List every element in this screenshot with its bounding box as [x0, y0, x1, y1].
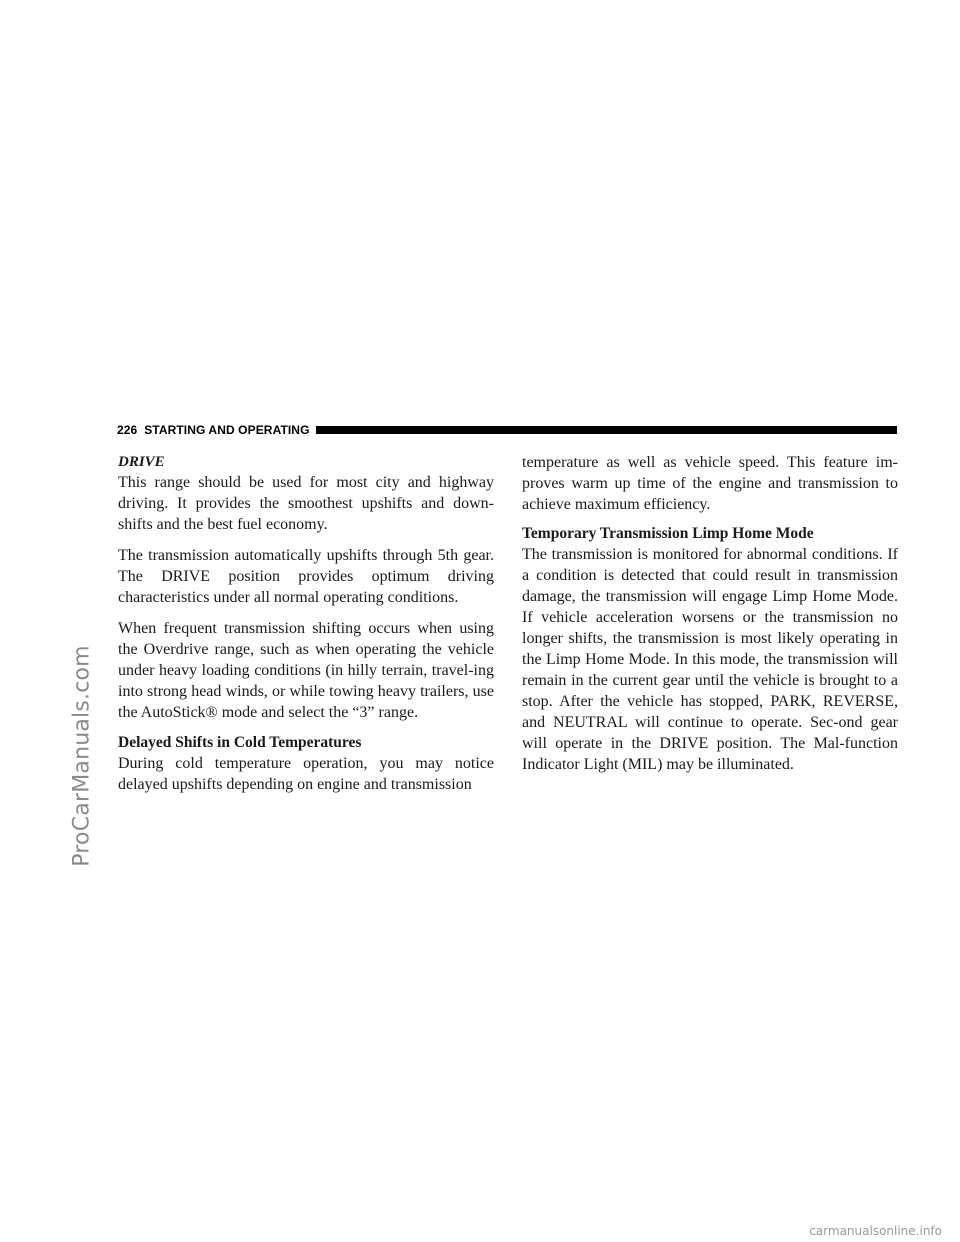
page-header	[117, 422, 897, 438]
header-rule	[316, 426, 897, 434]
page-number: 226	[117, 423, 138, 437]
cold-temperature-paragraph-cont: temperature as well as vehicle speed. This feature im-proves warm up time of the engine and transmission to achieve maximum efficiency.	[522, 454, 898, 513]
site-watermark: ProCarManuals.com	[69, 645, 95, 867]
section-title: STARTING AND OPERATING	[144, 423, 310, 437]
cold-temperature-heading: Delayed Shifts in Cold Temperatures	[118, 734, 362, 751]
drive-paragraph-2: The transmission automatically upshifts through 5th gear. The DRIVE position provides optimum driving characteristics under all normal operating conditions.	[118, 547, 494, 606]
drive-paragraph-3: When frequent transmission shifting occurs when using the Overdrive range, such as when operating the vehicle under heavy loading conditions (in hilly terrain, travel-ing into strong head winds, or while towing heavy trailers, use the AutoStick® mode and select the “3” range.	[118, 620, 494, 721]
cold-temperature-paragraph: During cold temperature operation, you may notice delayed upshifts depending on engine and transmission	[118, 755, 494, 793]
limp-home-heading: Temporary Transmission Limp Home Mode	[522, 525, 814, 542]
drive-paragraph-1: This range should be used for most city and highway driving. It provides the smoothest upshifts and down-shifts and the best fuel economy.	[118, 474, 494, 533]
spacer	[137, 423, 144, 437]
limp-home-paragraph: The transmission is monitored for abnormal conditions. If a condition is detected that could result in transmission damage, the transmission will engage Limp Home Mode. If vehicle acceleration worsens or the transmission no longer shifts, the transmission is most likely operating in the Limp Home Mode. In this mode, the transmission will remain in the current gear until the vehicle is brought to a stop. After the vehicle has stopped, PARK, REVERSE, and NEUTRAL will continue to operate. Sec-ond gear will operate in the DRIVE position. The Mal-function Indicator Light (MIL) may be illuminated.	[522, 546, 898, 773]
left-column	[118, 452, 494, 805]
right-column	[522, 452, 898, 785]
footer-site-label: carmanualsonline.info	[809, 1224, 942, 1238]
drive-heading: DRIVE	[118, 454, 165, 470]
